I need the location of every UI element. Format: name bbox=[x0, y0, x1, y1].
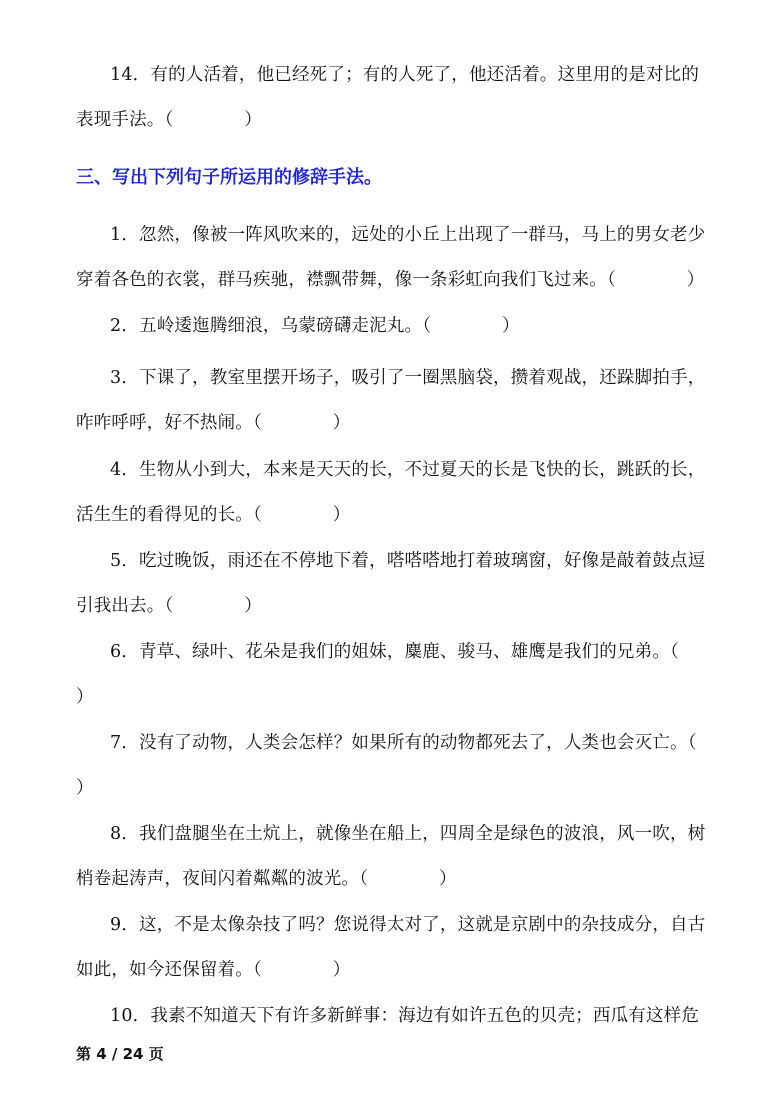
section-title: 三、写出下列句子所运用的修辞手法。 bbox=[76, 167, 382, 188]
question-8: 8．我们盘腿坐在土炕上，就像坐在船上，四周全是绿色的波浪，风一吹，树梢卷起涛声，夜间闪着粼粼的波光。（ ） bbox=[76, 824, 706, 889]
question-5: 5．吃过晚饭，雨还在不停地下着，嗒嗒嗒地打着玻璃窗，好像是敲着鼓点逗引我出去。（ ） bbox=[76, 551, 706, 616]
page-footer: 第 4 / 24 页 bbox=[76, 1045, 164, 1063]
question-6: 6．青草、绿叶、花朵是我们的姐妹，麋鹿、骏马、雄鹰是我们的兄弟。（ ） bbox=[76, 642, 750, 707]
question-10: 10．我素不知道天下有许多新鲜事：海边有如许五色的贝壳；西瓜有这样危 bbox=[110, 1006, 700, 1026]
question-14: 14．有的人活着，他已经死了；有的人死了，他还活着。这里用的是对比的表现手法。（ ） bbox=[76, 65, 700, 130]
question-1: 1．忽然，像被一阵风吹来的，远处的小丘上出现了一群马，马上的男女老少穿着各色的衣裳，群马疾驰，襟飘带舞，像一条彩虹向我们飞过来。（ ） bbox=[76, 225, 706, 290]
question-2: 2．五岭逶迤腾细浪，乌蒙磅礴走泥丸。（ ） bbox=[110, 316, 520, 336]
question-9: 9．这，不是太像杂技了吗？您说得太对了，这就是京剧中的杂技成分，自古如此，如今还保留着。（ ） bbox=[76, 915, 706, 980]
question-7: 7．没有了动物，人类会怎样？如果所有的动物都死去了，人类也会灭亡。（ ） bbox=[76, 733, 768, 798]
question-3: 3．下课了，教室里摆开场子，吸引了一圈黑脑袋，攒着观战，还跺脚拍手，咋咋呼呼，好不热闹。（ ） bbox=[76, 368, 706, 433]
question-4: 4．生物从小到大，本来是天天的长，不过夏天的长是飞快的长，跳跃的长，活生生的看得见的长。（ ） bbox=[76, 460, 706, 525]
